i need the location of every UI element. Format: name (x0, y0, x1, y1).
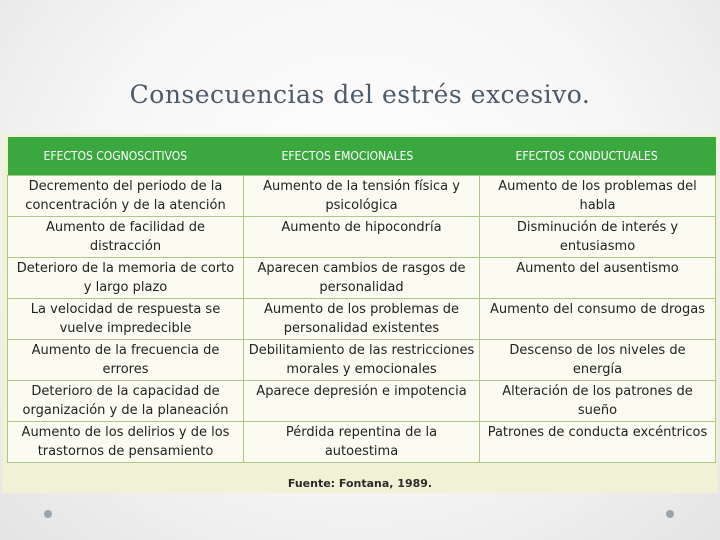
cell-behavioral: Descenso de los niveles de energía (480, 340, 716, 381)
cell-cognitive: La velocidad de respuesta se vuelve impredecible (8, 299, 244, 340)
table-row (8, 258, 716, 299)
cell-emotional: Aumento de la tensión física y psicológica (244, 176, 480, 217)
table-header-row (8, 137, 716, 176)
table-row (8, 299, 716, 340)
cell-behavioral: Aumento del ausentismo (480, 258, 716, 299)
cell-behavioral: Alteración de los patrones de sueño (480, 381, 716, 422)
table-row (8, 217, 716, 258)
source-citation: Fuente: Fontana, 1989. (287, 477, 433, 490)
cell-cognitive: Deterioro de la memoria de corto y largo plazo (8, 258, 244, 299)
slide-title: Consecuencias del estrés excesivo. (129, 80, 591, 109)
decorative-dot-right (666, 510, 674, 518)
cell-emotional: Aumento de los problemas de personalidad existentes (244, 299, 480, 340)
cell-emotional: Aparece depresión e impotencia (244, 381, 480, 422)
table-row (8, 381, 716, 422)
cell-behavioral: Patrones de conducta excéntricos (480, 422, 716, 463)
table-row (8, 340, 716, 381)
header-behavioral: EFECTOS CONDUCTUALES (480, 137, 716, 176)
cell-emotional: Pérdida repentina de la autoestima (244, 422, 480, 463)
cell-behavioral: Aumento de los problemas del habla (480, 176, 716, 217)
cell-emotional: Aumento de hipocondría (244, 217, 480, 258)
header-cognitive: EFECTOS COGNOSCITIVOS (8, 137, 244, 176)
cell-emotional: Aparecen cambios de rasgos de personalidad (244, 258, 480, 299)
cell-cognitive: Aumento de facilidad de distracción (8, 217, 244, 258)
table-row (8, 176, 716, 217)
cell-cognitive: Decremento del periodo de la concentración y de la atención (8, 176, 244, 217)
cell-cognitive: Deterioro de la capacidad de organización y de la planeación (8, 381, 244, 422)
cell-behavioral: Aumento del consumo de drogas (480, 299, 716, 340)
cell-emotional: Debilitamiento de las restricciones morales y emocionales (244, 340, 480, 381)
header-emotional: EFECTOS EMOCIONALES (244, 137, 480, 176)
table-row (8, 422, 716, 463)
effects-table (7, 137, 716, 463)
decorative-dot-left (44, 510, 52, 518)
cell-cognitive: Aumento de los delirios y de los trastornos de pensamiento (8, 422, 244, 463)
table-panel (2, 134, 718, 493)
cell-behavioral: Disminución de interés y entusiasmo (480, 217, 716, 258)
cell-cognitive: Aumento de la frecuencia de errores (8, 340, 244, 381)
